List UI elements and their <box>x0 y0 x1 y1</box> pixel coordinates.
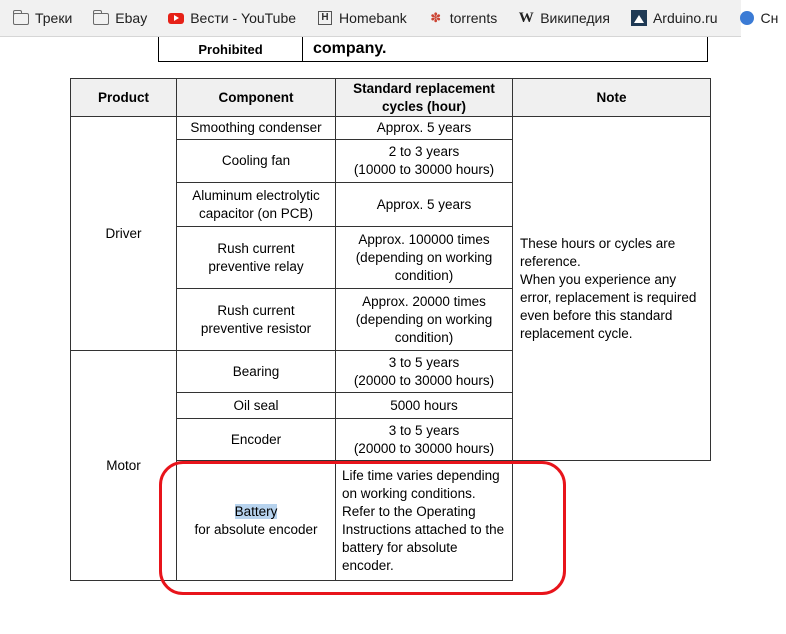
bookmark-ebay[interactable] <box>80 0 155 36</box>
bookmark-label: Сн <box>760 10 779 26</box>
cycle-line: Life time varies depending <box>342 467 500 483</box>
cycle-cell <box>336 419 513 461</box>
bookmark-wikipedia[interactable] <box>505 0 618 36</box>
cycle-cell <box>336 289 513 351</box>
product-driver: Driver <box>71 117 177 351</box>
component-cell <box>177 289 336 351</box>
bookmark-label: Википедия <box>540 10 610 26</box>
cycle-line: Instructions attached to the <box>342 521 505 537</box>
component-line: preventive resistor <box>200 320 312 336</box>
component-cell: Encoder <box>177 419 336 461</box>
youtube-icon <box>168 10 184 26</box>
cycle-line: 2 to 3 years <box>388 144 460 159</box>
cycle-line: Refer to the Operating <box>342 503 476 519</box>
document-area <box>0 37 741 634</box>
table-header-row <box>71 79 711 117</box>
component-cell <box>177 183 336 227</box>
cycle-cell: 5000 hours <box>336 393 513 419</box>
component-cell: Cooling fan <box>177 140 336 183</box>
product-motor: Motor <box>71 351 177 581</box>
cycle-line: encoder. <box>342 557 394 573</box>
cycle-cell: Approx. 5 years <box>336 117 513 140</box>
cycle-line: condition) <box>394 329 454 345</box>
header-component: Component <box>177 79 336 117</box>
bookmark-label: Треки <box>35 10 73 26</box>
bookmark-treki[interactable] <box>0 0 80 36</box>
cycle-cell <box>336 351 513 393</box>
note-line: error, replacement is required <box>520 289 697 305</box>
bookmark-homebank[interactable] <box>304 0 415 36</box>
bookmark-label: Arduino.ru <box>652 10 718 26</box>
folder-icon <box>93 10 109 26</box>
header-note: Note <box>513 79 711 117</box>
cycle-line: 3 to 5 years <box>388 354 460 370</box>
cycle-line: (10000 to 30000 hours) <box>353 162 495 177</box>
cycle-line: condition) <box>394 267 454 283</box>
note-line: When you experience any <box>520 271 677 287</box>
table-row <box>71 117 711 140</box>
component-line: capacitor (on PCB) <box>198 205 314 221</box>
note-line: even before this standard <box>520 307 673 323</box>
bookmark-torrents[interactable] <box>415 0 505 36</box>
component-cell <box>177 461 336 581</box>
bookmark-label: torrents <box>449 10 498 26</box>
note-cell <box>513 117 711 461</box>
note-line: replacement cycle. <box>520 325 633 341</box>
cycle-cell <box>336 140 513 183</box>
component-line: for absolute encoder <box>194 521 318 537</box>
highlighted-text[interactable]: Battery <box>234 503 278 519</box>
replacement-cycle-table <box>70 78 711 581</box>
cycle-line: (depending on working <box>355 249 493 265</box>
cycle-cell: Approx. 5 years <box>336 183 513 227</box>
bookmark-vesti-youtube[interactable] <box>155 0 304 36</box>
bookmark-label: Вести - YouTube <box>190 10 297 26</box>
prohibited-row <box>158 37 708 62</box>
header-cycles: Standard replacement cycles (hour) <box>336 79 513 117</box>
cycle-cell <box>336 227 513 289</box>
component-cell <box>177 227 336 289</box>
cycle-line: Approx. 100000 times <box>358 231 490 247</box>
cycle-line: (depending on working <box>355 311 493 327</box>
component-line: preventive relay <box>208 258 304 274</box>
bookmark-label: Homebank <box>339 10 407 26</box>
component-line: Aluminum electrolytic <box>192 187 320 203</box>
prohibited-text: company. <box>313 40 387 57</box>
component-line: Rush current <box>217 240 295 256</box>
cycle-line: Approx. 20000 times <box>362 293 486 309</box>
note-line: reference. <box>520 253 581 269</box>
wikipedia-icon: W <box>518 9 534 26</box>
cycle-line: (20000 to 30000 hours) <box>353 440 495 456</box>
note-line: These hours or cycles are <box>520 235 676 251</box>
prohibited-label: Prohibited <box>159 37 303 61</box>
arduino-icon <box>631 10 647 26</box>
cycle-line: 3 to 5 years <box>388 422 460 438</box>
cycle-cell <box>336 461 513 581</box>
cycle-line: battery for absolute <box>342 539 458 555</box>
bookmark-label: Ebay <box>115 10 148 26</box>
component-cell: Bearing <box>177 351 336 393</box>
torrent-icon: ✽ <box>430 10 442 25</box>
cycle-line: on working conditions. <box>342 485 476 501</box>
header-product: Product <box>71 79 177 117</box>
component-line: Rush current <box>217 302 295 318</box>
component-cell: Oil seal <box>177 393 336 419</box>
component-cell: Smoothing condenser <box>177 117 336 140</box>
homebank-icon: H <box>317 10 333 26</box>
cycle-line: (20000 to 30000 hours) <box>353 372 495 388</box>
bookmark-arduino[interactable] <box>618 0 726 36</box>
bookmark-sn[interactable] <box>726 0 786 36</box>
folder-icon <box>13 10 29 26</box>
site-icon <box>739 10 755 26</box>
bookmarks-bar <box>0 0 779 37</box>
